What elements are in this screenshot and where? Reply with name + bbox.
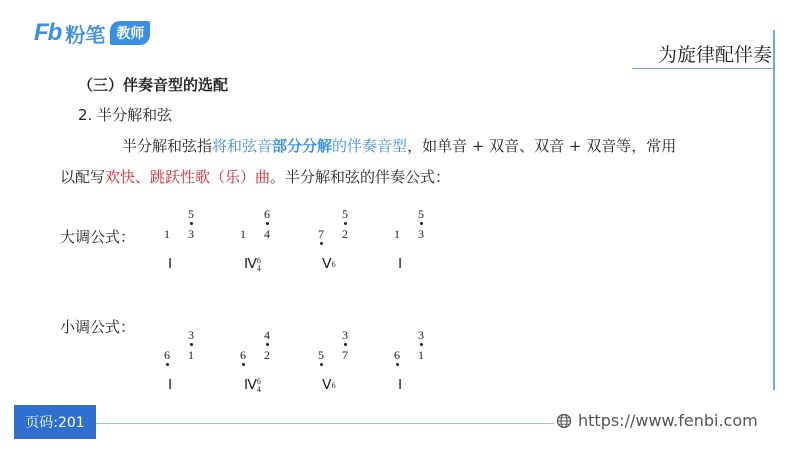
low-note: 6 (240, 348, 246, 362)
high-note: 5 (418, 207, 424, 221)
globe-icon (556, 413, 572, 429)
footer-divider (96, 423, 554, 424)
octave-dot (420, 343, 423, 346)
para-text: 半分解和弦指 (122, 137, 213, 155)
mid-note: 1 (188, 348, 194, 362)
chord-subscript: 6 (331, 380, 336, 390)
mid-note: 1 (418, 348, 424, 362)
footer-url[interactable] (556, 411, 758, 430)
chord-symbol (322, 256, 336, 273)
subsection-heading: 2. 半分解和弦 (78, 106, 173, 124)
para-highlight-red: 欢快、跳跃性歌（乐）曲 (105, 168, 271, 186)
url-text: https://www.fenbi.com (578, 411, 758, 430)
chord-symbol (398, 377, 402, 394)
para-highlight-blue: 的伴奏音型 (332, 137, 408, 155)
major-formula-label: 大调公式： (60, 228, 136, 246)
chord-numeral: Ⅰ (168, 257, 173, 272)
chord-symbol (398, 256, 402, 273)
chord-numeral: Ⅴ (322, 378, 332, 393)
paragraph-line-1 (122, 135, 676, 156)
chord-subscript: 4 (256, 263, 261, 273)
octave-dot (166, 363, 169, 366)
mid-note: 3 (418, 227, 424, 241)
high-note: 6 (264, 207, 270, 221)
chord-symbol (168, 377, 172, 394)
high-note: 5 (188, 207, 194, 221)
para-text: 。半分解和弦的伴奏公式： (270, 168, 451, 186)
page-number-badge: 页码:201 (14, 405, 96, 439)
logo-tag: 教师 (110, 21, 150, 45)
octave-dot (344, 222, 347, 225)
para-highlight-blue: 将和弦音 (212, 137, 273, 155)
low-note: 1 (240, 227, 246, 241)
mid-note: 2 (264, 348, 270, 362)
octave-dot (190, 343, 193, 346)
page-title: 为旋律配伴奏 (657, 44, 772, 66)
octave-dot (320, 242, 323, 245)
chord-subscript: 6 (331, 259, 336, 269)
chord-superscript: 6 (256, 255, 261, 265)
fenbi-logo (34, 20, 150, 46)
chord-numeral: Ⅰ (398, 257, 403, 272)
para-text: 以配写 (60, 168, 106, 186)
chord-symbol (244, 256, 261, 273)
high-note: 3 (418, 328, 424, 342)
low-note: 6 (164, 348, 170, 362)
paragraph-line-2 (60, 166, 450, 187)
octave-dot (320, 363, 323, 366)
high-note: 4 (264, 328, 270, 342)
low-note: 7 (318, 227, 324, 241)
low-note: 6 (394, 348, 400, 362)
chord-numeral: Ⅰ (168, 378, 173, 393)
chord-symbol (244, 377, 261, 394)
section-heading: （三）伴奏音型的选配 (78, 76, 229, 94)
octave-dot (190, 222, 193, 225)
chord-numeral: Ⅳ (244, 257, 257, 272)
octave-dot (420, 222, 423, 225)
chord-numeral: Ⅰ (398, 378, 403, 393)
para-highlight-blue-bold: 部分分解 (272, 137, 333, 155)
octave-dot (266, 343, 269, 346)
logo-mark: Fb (34, 19, 62, 46)
mid-note: 2 (342, 227, 348, 241)
high-note: 5 (342, 207, 348, 221)
chord-symbol (322, 377, 336, 394)
chord-superscript: 6 (256, 376, 261, 386)
right-border-line (773, 30, 775, 390)
low-note: 1 (164, 227, 170, 241)
mid-note: 7 (342, 348, 348, 362)
low-note: 5 (318, 348, 324, 362)
logo-name: 粉笔 (65, 22, 106, 47)
chord-subscript: 4 (256, 384, 261, 394)
high-note: 3 (188, 328, 194, 342)
low-note: 1 (394, 227, 400, 241)
octave-dot (266, 222, 269, 225)
title-underline (632, 68, 775, 69)
high-note: 3 (342, 328, 348, 342)
para-text: ，如单音 + 双音、双音 + 双音等，常用 (407, 137, 677, 155)
octave-dot (396, 363, 399, 366)
octave-dot (242, 363, 245, 366)
chord-symbol (168, 256, 172, 273)
mid-note: 4 (264, 227, 270, 241)
chord-numeral: Ⅴ (322, 257, 332, 272)
chord-numeral: Ⅳ (244, 378, 257, 393)
mid-note: 3 (188, 227, 194, 241)
octave-dot (344, 343, 347, 346)
minor-formula-label: 小调公式： (60, 318, 136, 336)
